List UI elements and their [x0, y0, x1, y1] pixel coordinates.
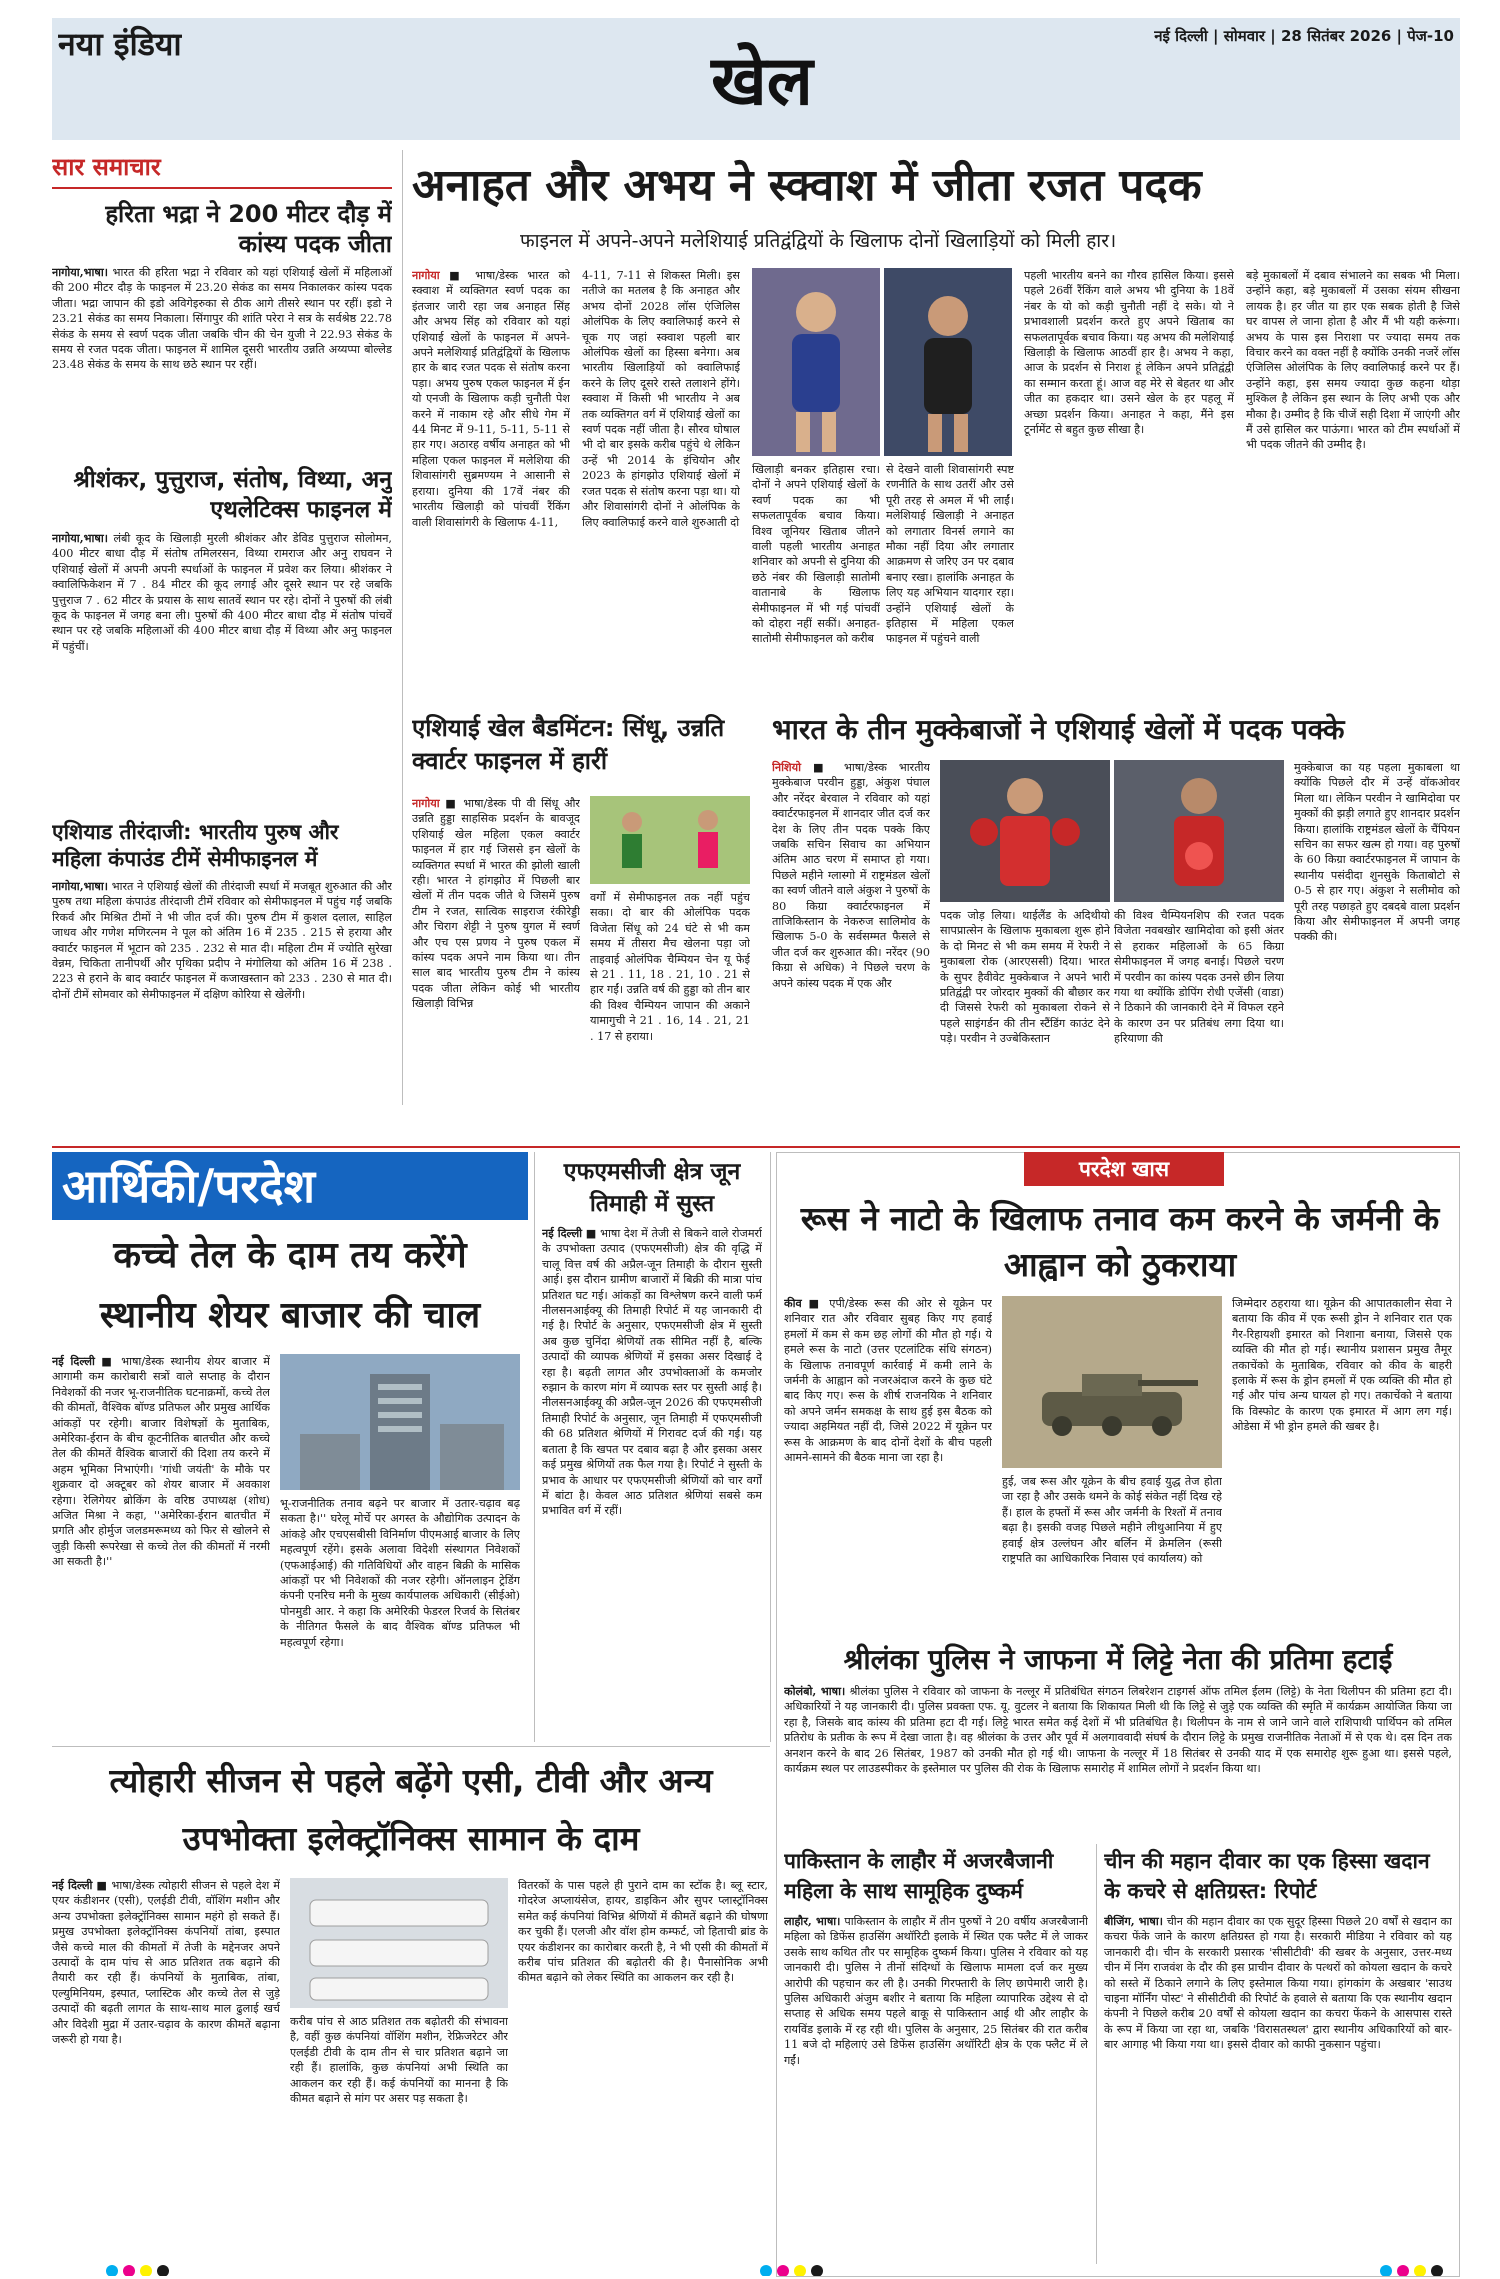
brief-item [52, 465, 392, 811]
tank-icon [1002, 1296, 1222, 1468]
cyan-dot [760, 2265, 772, 2276]
pakistan-headline: पाकिस्तान के लाहौर में अजरबैजानी महिला के साथ सामूहिक दुष्कर्म [784, 1849, 1054, 1903]
black-dot [157, 2265, 169, 2276]
badminton-photo [590, 796, 750, 884]
brief-body: नागोया,भाषा। भारत की हरिता भद्रा ने रविवार को यहां एशियाई खेलों में महिलाओं की 200 मीटर दौड़ के फाइनल में 23.20 सेकंड का समय निकालकर कांस्य पदक जीता। भद्रा जापान की इडो अविगेइरुका से ठीक आगे तीसरे स्थान पर रहीं। इडो ने 23.21 सेकंड का समय निकाला। सिंगापुर की शांति परेरा ने सत्र के सर्वश्रेष्ठ 22.78 सेकंड के समय से स्वर्ण पदक जीता जबकि चीन की चेन युजी ने 22.93 सेकंड के समय से रजत पदक जीता। फाइनल में शामिल दूसरी भारतीय उन्नति अय्यप्पा बोल्लेड 23.48 सेकंड के समय के साथ छठे स्थान पर रहीं। [52, 265, 392, 372]
oil-col-2: भू-राजनीतिक तनाव बढ़ने पर बाजार में उतार-चढ़ाव बढ़ सकता है।'' घरेलू मोर्चे पर अगस्त के औद्योगिक उत्पादन के आंकड़े और एचएसबीसी विनिर्माण पीएमआई बाजार के लिए महत्वपूर्ण रहेंगे। इसके अलावा विदेशी संस्थागत निवेशकों (एफआईआई) की गतिविधियों और वाहन बिक्री के मासिक आंकड़ों पर भी निवेशकों की नजर रहेगी। ऑनलाइन ट्रेडिंग कंपनी एनरिच मनी के मुख्य कार्यपालक अधिकारी (सीईओ) पोनमुडी आर. ने कहा कि अमेरिकी फेडरल रिजर्व के सितंबर के नीतिगत फैसले के बाद वैश्विक बॉण्ड प्रतिफल भी महत्वपूर्ण रहेगा। [280, 1497, 520, 1649]
boxing-col-1: निशियो ■ भाषा/डेस्क भारतीय मुक्केबाज परवीन हुड्डा, अंकुश पंघाल और नरेंदर बेरवाल ने रविवार को यहां क्वार्टरफाइनल में शानदार जीत दर्ज कर देश के लिए तीन पदक पक्के किए जबकि सचिन सिवाच का अभियान अंतिम आठ चरण में समाप्त हो गया। पिछले महीने ग्लास्गो में राष्ट्रमंडल खेलों का स्वर्ण जीतने वाले अंकुश ने पुरुषों के 80 किग्रा क्वार्टरफाइनल में ताजिकिस्तान के नेकरुज सालिमोव के खिलाफ 5-0 के सर्वसम्मत फैसले से जीत दर्ज कर शुरुआत की। नरेंदर (90 किग्रा से अधिक) ने पिछले चरण के अपने कांस्य पदक में एक और [772, 760, 930, 990]
war-photo [1002, 1296, 1222, 1468]
black-dot [811, 2265, 823, 2276]
air-conditioner-icon [290, 1878, 508, 2008]
lanka-headline: श्रीलंका पुलिस ने जाफना में लिट्टे नेता की प्रतिमा हटाई [843, 1643, 1393, 1676]
lead-col-5: पहली भारतीय बनने का गौरव हासिल किया। इससे पहले 26वीं रैंकिंग वाले अभय भी दुनिया के 18वें नंबर के यो को कड़ी चुनौती नहीं दे सके। यो ने प्रभावशाली प्रदर्शन करते हुए अपने खिताब का सफलतापूर्वक बचाव किया। यह अभय की मलेशियाई खिलाड़ी के खिलाफ आठवीं हार है। अभय ने कहा, आज के प्रदर्शन से निराश हूं लेकिन अपने प्रतिद्वंद्वी का सम्मान करता हूं। आज वह मेरे से बेहतर था और जीत का हकदार था। उसने खेल के हर पहलू में अच्छा प्रदर्शन किया। अनाहत ने कहा, मैंने इस टूर्नामेंट से बहुत कुछ सीखा है। [1024, 269, 1234, 437]
badminton-headline: एशियाई खेल बैडमिंटन: सिंधू, उन्नति क्वार्टर फाइनल में हारीं [412, 714, 725, 775]
player-silhouette-icon [884, 268, 1012, 456]
brief-title: सार समाचार [52, 150, 392, 189]
abroad-label: परदेश खास [1024, 1152, 1224, 1186]
lead-col-2: 4-11, 7-11 से शिकस्त मिली। इस नतीजे का मतलब है कि अनाहत और अभय दोनों 2028 लॉस एंजिलिस ओलंपिक के लिए क्वालिफाई करने से चूक गए जहां स्क्वाश पहली बार ओलंपिक खेलों का हिस्सा बनेगा। अब भारतीय खिलाड़ियों को क्वालिफाई करने के लिए दूसरे रास्ते तलाशने होंगे। स्क्वाश में किसी भी भारतीय ने अब तक व्यक्तिगत वर्ग में एशियाई खेलों का स्वर्ण पदक नहीं जीता है। सौरव घोषाल भी दो बार इसके करीब पहुंचे थे लेकिन उन्हें भी 2014 के इंचियोन और 2023 के हांगझोउ एशियाई खेलों में रजत पदक से संतोष करना पड़ा था। यो और शिवासांगरी दोनों ने ओलंपिक के लिए क्वालिफाई करने वाले शुरुआती दो [582, 269, 740, 529]
yellow-dot [794, 2265, 806, 2276]
electronics-col-1: नई दिल्ली ■ भाषा/डेस्क त्योहारी सीजन से पहले देश में एयर कंडीशनर (एसी), एलईडी टीवी, वॉशिंग मशीन और अन्य उपभोक्ता इलेक्ट्रॉनिक्स सामान महंगे हो सकते हैं। प्रमुख उपभोक्ता इलेक्ट्रॉनिक्स कंपनियों तांबा, इस्पात जैसे कच्चे माल की कीमतों में तेजी के मद्देनजर अपने उत्पादों के दाम पांच से आठ प्रतिशत तक बढ़ाने की तैयारी कर रही हैं। कंपनियों के मुताबिक, तांबा, एल्युमिनियम, इस्पात, प्लास्टिक और कच्चे तेल से जुड़े उत्पादों की बढ़ती लागत के साथ-साथ माल ढुलाई खर्च और विदेशी मुद्रा में उतार-चढ़ाव के कारण कीमतें बढ़ाना जरूरी हो गया है। [52, 1878, 280, 2047]
cyan-dot [1380, 2265, 1392, 2276]
lead-col-3: खिलाड़ी बनकर इतिहास रचा। दोनों ने अपने एशियाई खेलों के स्वर्ण पदक का भी सफलतापूर्वक बचाव किया। विश्व जूनियर खिताब जीतने वाली पहली भारतीय अनाहत शनिवार को अपनी से दुनिया की छठे नंबर की खिलाड़ी सातोमी वातानाबे के खिलाफ सेमीफाइनल में भी गई पांचवीं को दोहरा नहीं सकीं। अनाहत-सातोमी सेमीफाइनल को करीब [752, 463, 880, 646]
boxing-headline: भारत के तीन मुक्केबाजों ने एशियाई खेलों में पदक पक्के [772, 713, 1345, 746]
boxer-photo-2 [1114, 760, 1284, 902]
squash-photo-player-2 [884, 268, 1012, 456]
nato-col-3: जिम्मेदार ठहराया था। यूक्रेन की आपातकालीन सेवा ने बताया कि कीव में एक रूसी ड्रोन ने शनिवार रात एक गैर-रिहायशी इमारत को निशाना बनाया, जिससे एक व्यक्ति की मौत हो गई। स्थानीय प्रशासन प्रमुख तैमूर तकाचेंको के मुताबिक, रविवार को कीव के बाहरी इलाके में रूस के ड्रोन हमलों में एक व्यक्ति की मौत हो गई और पांच अन्य घायल हो गए। तकाचेंको ने बताया कि विस्फोट के कारण एक इमारत में आग लग गई। ओडेसा में भी ड्रोन हमले की खबर है। [1232, 1297, 1452, 1434]
appliance-photo [290, 1878, 508, 2008]
registration-marks [1380, 2262, 1470, 2276]
brief-item [52, 819, 392, 1105]
boxer-icon [1114, 760, 1284, 902]
section-divider [52, 1146, 1460, 1148]
yellow-dot [1414, 2265, 1426, 2276]
dateline-strip: नई दिल्ली | सोमवार | 28 सितंबर 2026 | पेज-10 [1154, 27, 1454, 45]
registration-marks [760, 2262, 880, 2276]
china-headline: चीन की महान दीवार का एक हिस्सा खदान के कचरे से क्षतिग्रस्त: रिपोर्ट [1104, 1849, 1430, 1903]
fmcg-body: नई दिल्ली ■ भाषा देश में तेजी से बिकने वाले रोजमर्रा के उपभोक्ता उत्पाद (एफएमसीजी) क्षेत्र की वृद्धि में चालू वित्त वर्ष की अप्रैल-जून तिमाही के दौरान सुस्ती आई। इस दौरान ग्रामीण बाजारों में बिक्री की मात्रा पांच प्रतिशत घट गई। आंकड़ों का विश्लेषण करने वाली फर्म नीलसनआईक्यू की तिमाही रिपोर्ट में यह जानकारी दी गई है। रिपोर्ट के अनुसार, एफएमसीजी क्षेत्र में सुस्ती अब कुछ चुनिंदा श्रेणियों तक सीमित नहीं है, बल्कि उत्पादों की व्यापक श्रेणियों में इसका असर दिखाई दे रहा है। बढ़ती लागत और उपभोक्ताओं के कमजोर रुझान के कारण मांग में व्यापक स्तर पर सुस्ती आई है। नीलसनआईक्यू की अप्रैल-जून 2026 की एफएमसीजी तिमाही रिपोर्ट के अनुसार, जून तिमाही में एफएमसीजी की 68 प्रतिशत श्रेणियों में गिरावट दर्ज की गई। यह बताता है कि खपत पर दबाव बढ़ा है और इसका असर कई प्रमुख श्रेणियों तक फैल गया है। रिपोर्ट ने सुस्ती के प्रभाव के आधार पर एफएमसीजी श्रेणियों को चार वर्गों में बांटा है। केवल आठ प्रतिशत श्रेणियां सबसे कम प्रभावित वर्ग में रहीं। [542, 1226, 762, 1518]
boxer-icon [940, 760, 1110, 902]
boxing-col-2: पदक जोड़ लिया। थाईलैंड के अदिथीयो सापप्रात्सेन के खिलाफ मुकाबला शुरू होने के दो मिनट से भी कम समय में रेफरी ने मुकाबला रोक (आरएससी) दिया। भारत के सुपर हैवीवेट मुक्केबाज ने अपने भारी प्रतिद्वंद्वी पर जोरदार मुक्कों की बौछार कर दी जिससे रेफरी को मुकाबला रोकने से पहले साइंगर्डन की तीन स्टैंडिंग काउंट देने पड़े। परवीन ने उज्बेकिस्तान [940, 909, 1110, 1046]
lead-col-1: नागोया ■ भाषा/डेस्क भारत को स्क्वाश में व्यक्तिगत स्वर्ण पदक का इंतजार जारी रहा जब अनाहत सिंह और अभय सिंह को रविवार को यहां एशियाई खेलों के फाइनल में अपने-अपने मलेशियाई प्रतिद्वंद्वियों के खिलाफ हार के बाद रजत पदक से संतोष करना पड़ा। अभय पुरुष एकल फाइनल में ईन यो एनजी के खिलाफ कड़ी चुनौती पेश करने में नाकाम रहे और सीधे गेम में 44 मिनट में 9-11, 5-11, 5-11 से हार गए। अठारह वर्षीय अनाहत को भी महिला एकल फाइनल में मलेशिया की शिवासांगरी सुब्रमण्यम ने आसानी से हराया। दुनिया की 17वें नंबर की भारतीय खिलाड़ी को पांचवीं रैंकिंग वाली शिवासांगरी के खिलाफ 4-11, [412, 268, 570, 529]
brief-column [52, 150, 392, 1105]
china-body: बीजिंग, भाषा। चीन की महान दीवार का एक सुदूर हिस्सा पिछले 20 वर्षों से खदान का कचरा फेंके जाने के कारण क्षतिग्रस्त हो गया है। सरकारी मीडिया ने रविवार को यह जानकारी दी। चीन के सरकारी प्रसारक 'सीसीटीवी' की खबर के अनुसार, उत्तर-मध्य चीन में निंग राजवंश के दौर की इस प्राचीन दीवार के पत्थरों को कोयला खदान के कचरे को सस्ते में ठिकाने लगाने के लिए इस्तेमाल किया गया। हांगकांग के अखबार 'साउथ चाइना मॉर्निंग पोस्ट' ने सीसीटीवी की रिपोर्ट के हवाले से बताया कि एक स्थानीय खदान कंपनी ने पिछले करीब 20 वर्षों से कोयला खदान का कचरा फेंकने के आसपास रास्ते के रूप में किया जा रहा था, जबकि 'विरासतस्थल' द्वारा स्थानीय अधिकारियों को बार-बार आगाह भी किया गया था। इससे दीवार को काफी नुकसान पहुंचा। [1104, 1914, 1452, 2052]
magenta-dot [123, 2265, 135, 2276]
brief-headline: श्रीशंकर, पुत्तुराज, संतोष, विथ्या, अनु एथलेटिक्स फाइनल में [73, 467, 392, 523]
brief-body: नागोया,भाषा। भारत ने एशियाई खेलों की तीरंदाजी स्पर्धा में मजबूत शुरुआत की और पुरुष तथा महिला कंपाउंड तीरंदाजी टीमें रविवार को सेमीफाइनल में पहुंच गईं जबकि रिकर्व और मिश्रित टीमों ने भी जीत दर्ज की। पुरुष टीम में कुशल दलाल, साहिल जाधव और गणेश मणिरत्नम ने पूल को अंतिम 16 में 235 . 215 से हराया और क्वार्टर फाइनल में भूटान को 235 . 232 से मात दी। महिला टीम में ज्योति सुरेखा वेन्नम, चिकिता तानीपर्थी और पृथिका प्रदीप ने मंगोलिया को अंतिम 16 में 238 . 223 से हराने के बाद क्वार्टर फाइनल में कजाखस्तान को 233 . 230 से मात दी। दोनों टीमें सोमवार को सेमीफाइनल में दक्षिण कोरिया से खेलेंगी। [52, 879, 392, 1001]
nato-col-1: कीव ■ एपी/डेस्क रूस की ओर से यूक्रेन पर शनिवार रात और रविवार सुबह किए गए हवाई हमलों में कम से कम छह लोगों की मौत हो गई। ये हमले रूस के नाटो (उत्तर एटलांटिक संधि संगठन) के खिलाफ तनावपूर्ण कार्रवाई में कमी लाने के जर्मनी के आह्वान को नजरअंदाज करने के कुछ घंटे बाद किए गए। रूस के शीर्ष राजनयिक ने शनिवार को अपने जर्मन समकक्ष के साथ हुई इस बैठक को ज्यादा अहमियत नहीं दी, जिसे 2022 में यूक्रेन पर रूस के आक्रमण के बाद दोनों देशों के बीच पहली आमने-सामने की बैठक माना जा रहा है। [784, 1296, 992, 1465]
oil-headline: कच्चे तेल के दाम तय करेंगे स्थानीय शेयर बाजार की चाल [99, 1235, 481, 1336]
business-banner: आर्थिकी/परदेश [52, 1152, 528, 1220]
badminton-col-2: वर्गों में सेमीफाइनल तक नहीं पहुंच सका। दो बार की ओलंपिक पदक विजेता सिंधू को 24 घंटे से भी कम समय में तीसरा मैच खेलना पड़ा जो ताइवाई ओलंपिक चैम्पियन चेन यू फेई से 21 . 11, 18 . 21, 10 . 21 से हार गईं। उन्नति वर्ष की हुड्डा को तीन बार की विश्व चैम्पियन जापान की अकाने यामागुची ने 21 . 16, 14 . 21, 21 . 17 से हराया। [590, 891, 750, 1043]
lead-col-6: बड़े मुकाबलों में दबाव संभालने का सबक भी मिला। उन्होंने कहा, बड़े मुकाबलों में उसका संयम सीखना लायक है। हर जीत या हार एक सबक होती है जिसे घर वापस ले जाना होता है और मैं भी यही करूंगा। अभय के पास इस निराशा पर ज्यादा समय तक विचार करने का वक्त नहीं है क्योंकि उनकी नजरें लॉस एंजिलिस ओलंपिक के लिए क्वालिफाई करने पर हैं। उन्होंने कहा, इस समय ज्यादा कुछ कहना थोड़ा मुश्किल है लेकिन इस स्थान के लिए अभी एक और मौका है। उम्मीद है कि चीजें सही दिशा में जाएंगी और मैं उसे हासिल कर पाऊंगा। भारत को टीम स्पर्धाओं में भी पदक जीतने की उम्मीद है। [1246, 269, 1460, 452]
section-title: खेल [711, 42, 813, 121]
lead-subhead: फाइनल में अपने-अपने मलेशियाई प्रतिद्वंद्वियों के खिलाफ दोनों खिलाड़ियों को मिली हार। [520, 230, 1117, 252]
boxing-col-4: मुक्केबाज का यह पहला मुकाबला था क्योंकि पिछले दौर में उन्हें वॉकओवर मिला था। लेकिन परवीन ने खामिदोवा पर मुक्कों की झड़ी लगाते हुए शानदार प्रदर्शन किया। हालांकि राष्ट्रमंडल खेलों के चैंपियन सचिन का सफर खत्म हो गया। वह पुरुषों के 60 किग्रा क्वार्टरफाइनल में जापान के स्थानीय पसंदीदा शुनसुके किताबोटो से 0-5 से हार गए। अंकुश ने सलीमोव को पूरी तरह पछाड़ते हुए दबदबे वाला प्रदर्शन किया और सेमीफाइनल में अपनी जगह पक्की की। [1294, 761, 1460, 944]
paper-name: नया इंडिया [58, 25, 182, 63]
black-dot [1431, 2265, 1443, 2276]
player-silhouette-icon [752, 268, 880, 456]
brief-item [52, 199, 392, 455]
brief-body: नागोया,भाषा। लंबी कूद के खिलाड़ी मुरली श्रीशंकर और डेविड पुत्तुराज सोलोमन, 400 मीटर बाधा दौड़ में संतोष तमिलरसन, विथ्या रामराज और अनु राघवन ने एशियाई खेलों में अपनी अपनी स्पर्धाओं के फाइनल में प्रवेश कर लिया। श्रीशंकर ने क्वालिफिकेशन में 7 . 84 मीटर की कूद लगाई और दूसरे स्थान पर रहे जबकि पुत्तुराज 7 . 62 मीटर के प्रयास के साथ सातवें स्थान पर रहे। दोनों ने पुरुषों की लंबी कूद के फाइनल में जगह बना ली। पुरुषों की 400 मीटर बाधा दौड़ में संतोष पांचवें स्थान पर रहे जबकि महिलाओं की 400 मीटर बाधा दौड़ में विथ्या और अनु फाइनल में पहुंचीं। [52, 531, 392, 653]
building-icon [280, 1354, 520, 1490]
electronics-headline: त्योहारी सीजन से पहले बढ़ेंगे एसी, टीवी और अन्य उपभोक्ता इलेक्ट्रॉनिक्स सामान के दाम [109, 1761, 713, 1858]
boxing-col-3: की विश्व चैम्पियनशिप की रजत पदक विजेता नवबखोर खामिदोवा को इसी अंतर से हराकर महिलाओं के 65 किग्रा सेमीफाइनल में जगह बनाई। पिछले चरण में परवीन का कांस्य पदक उनसे छीन लिया गया था क्योंकि डोपिंग रोधी एजेंसी (वाडा) ने ठिकाने की जानकारी देने में विफल रहने के कारण उन पर प्रतिबंध लगा दिया था। हरियाणा की [1114, 909, 1284, 1046]
oil-col-1: नई दिल्ली ■ भाषा/डेस्क स्थानीय शेयर बाजार में आगामी कम कारोबारी सत्रों वाले सप्ताह के दौरान निवेशकों की नजर भू-राजनीतिक घटनाक्रमों, कच्चे तेल की कीमतों, वैश्विक बॉण्ड प्रतिफल और प्रमुख आर्थिक आंकड़ों पर रहेगी। बाजार विशेषज्ञों के मुताबिक, अमेरिका-ईरान के बीच कूटनीतिक बातचीत और कच्चे तेल की कीमतें वैश्विक बाजारों की दिशा तय करने में अहम भूमिका निभाएंगी। 'गांधी जयंती' के मौके पर शुक्रवार दो अक्टूबर को शेयर बाजार में अवकाश रहेगा। रेलिगेयर ब्रोकिंग के वरिष्ठ उपाध्यक्ष (शोध) अजित मिश्रा ने कहा, ''अमेरिका-ईरान बातचीत में प्रगति और होर्मुज जलडमरूमध्य को फिर से खोलने से जुड़ी किसी रूपरेखा से कच्चे तेल की कीमतों में नरमी आ सकती है।'' [52, 1354, 270, 1569]
masthead [52, 18, 1460, 140]
lanka-body: कोलंबो, भाषा। श्रीलंका पुलिस ने रविवार को जाफना के नल्लूर में प्रतिबंधित संगठन लिबरेशन टाइगर्स ऑफ तमिल ईलम (लिट्टे) के नेता थिलीपन की प्रतिमा हटा दी। अधिकारियों ने यह जानकारी दी। पुलिस प्रवक्ता एफ. यू. वुटलर ने बताया कि शिकायत मिली थी कि लिट्टे से जुड़े एक व्यक्ति की स्मृति में कार्यक्रम आयोजित किया जा रहा है, जिसके बाद कांस्य की प्रतिमा हटा दी गई। लिट्टे भारत समेत कई देशों में भी प्रतिबंधित है। थिलीपन के नाम से जाने जाने वाले राशिपाथी पार्थिपन को तमिल प्रतिरोध के प्रतीक के रूप में देखा जाता है। वह श्रीलंका के उत्तर और पूर्व में अलगाववादी संघर्ष के दौरान लिट्टे के प्रमुख राजनीतिक नेताओं में से एक थे। दस दिन तक अनशन करने के बाद 26 सितंबर, 1987 को उनकी मौत हो गई थी। जाफना के नल्लूर में 18 सितंबर से उनकी याद में एक समारोह शुरू हुआ था। इससे पहले, कार्यक्रम स्थल पर लाउडस्पीकर के इस्तेमाल पर पुलिस की रोक के खिलाफ समारोह में शामिल लोगों ने प्रदर्शन किया था। [784, 1684, 1452, 1776]
brief-headline: हरिता भद्रा ने 200 मीटर दौड़ में कांस्य पदक जीता [105, 200, 392, 258]
magenta-dot [1397, 2265, 1409, 2276]
nato-col-2: हुई, जब रूस और यूक्रेन के बीच हवाई युद्ध तेज होता जा रहा है और उसके थमने के कोई संकेत नहीं दिख रहे हैं। हाल के हफ्तों में रूस और जर्मनी के रिश्तों में तनाव बढ़ा है। इसकी वजह पिछले महीने लीथुआनिया में हुए हवाई क्षेत्र उल्लंघन और बर्लिन में क्रेमलिन (रूसी राष्ट्रपति का आधिकारिक निवास एवं कार्यालय) को [1002, 1475, 1222, 1566]
magenta-dot [777, 2265, 789, 2276]
registration-marks [106, 2262, 226, 2276]
yellow-dot [140, 2265, 152, 2276]
electronics-col-3: वितरकों के पास पहले ही पुराने दाम का स्टॉक है। ब्लू स्टार, गोदरेज अप्लायंसेज, हायर, डाइकिन और सुपर प्लास्ट्रॉनिक्स समेत कई कंपनियां विभिन्न श्रेणियों में कीमतें बढ़ाने की घोषणा कर चुकी हैं। एलजी और वॉश होम कम्फर्ट, जो हिताची ब्रांड के एयर कंडीशनर का कारोबार करती है, ने भी एसी की कीमतों में करीब पांच प्रतिशत की बढ़ोतरी की है। पैनासोनिक अभी कीमत बढ़ाने को लेकर स्थिति का आकलन कर रही है। [518, 1879, 768, 1985]
lead-col-4: से देखने वाली शिवासांगरी स्पष्ट रणनीति के साथ उतरीं और उसे पूरी तरह से अमल में भी लाईं। मलेशियाई खिलाड़ी ने अनाहत को लगातार विनर्स लगाने का मौका नहीं दिया और लगातार आक्रमण से जरिए उन पर दबाव बनाए रखा। हालांकि अनाहत के लिए यह अभियान यादगार रहा। उन्होंने एशियाई खेलों के इतिहास में महिला एकल फाइनल में पहुंचने वाली [886, 463, 1014, 646]
squash-photo-player-1 [752, 268, 880, 456]
pakistan-body: लाहौर, भाषा। पाकिस्तान के लाहौर में तीन पुरुषों ने 20 वर्षीय अजरबैजानी महिला को डिफेंस हाउसिंग अथॉरिटी इलाके में स्थित एक फ्लैट में ले जाकर उसके साथ कथित तौर पर सामूहिक दुष्कर्म किया। पुलिस ने रविवार को यह जानकारी दी। पुलिस ने तीनों संदिग्धों के खिलाफ मामला दर्ज कर मुख्य आरोपी की पहचान कर ली है। उनकी गिरफ्तारी के लिए छापेमारी जारी है। पुलिस अधिकारी अंजुम बशीर ने बताया कि महिला व्यापारिक उद्देश्य से दो सप्ताह से अधिक समय पहले बाकू से पाकिस्तान आई थी और लाहौर के रायविंड इलाके में रह रही थी। पुलिस के अनुसार, 25 सितंबर की रात करीब 11 बजे दो महिलाएं उसे डिफेंस हाउसिंग अथॉरिटी क्षेत्र के एक फ्लैट में ले गईं। [784, 1914, 1088, 2067]
nato-headline: रूस ने नाटो के खिलाफ तनाव कम करने के जर्मनी के आह्वान को ठुकराया [800, 1199, 1440, 1284]
fmcg-headline: एफएमसीजी क्षेत्र जून तिमाही में सुस्त [563, 1159, 741, 1217]
column-divider [534, 1152, 535, 1742]
cyan-dot [106, 2265, 118, 2276]
lead-headline: अनाहत और अभय ने स्क्वाश में जीता रजत पदक [412, 160, 1202, 211]
badminton-col-1: नागोया ■ भाषा/डेस्क पी वी सिंधू और उन्नति हुड्डा साहसिक प्रदर्शन के बावजूद एशियाई खेल महिला एकल क्वार्टर फाइनल में हार गई जिससे इन खेलों के व्यक्तिगत स्पर्धा में भारत की झोली खाली रही। भारत ने हांगझोउ में पिछली बार खेलों में तीन पदक जीते थे जिसमें पुरुष टीम ने रजत, सात्विक साइराज रंकीरेड्डी और चिराग शेट्टी ने पुरुष युगल में स्वर्ण और एच एस प्रणय ने पुरुष एकल में कांस्य पदक अपने नाम किया था। तीन साल बाद भारतीय पुरुष टीम ने कांस्य पदक जीता लेकिन कोई भी भारतीय खिलाड़ी विभिन्न [412, 796, 580, 1011]
section-divider [52, 1746, 770, 1747]
boxer-photo-1 [940, 760, 1110, 902]
electronics-col-2: करीब पांच से आठ प्रतिशत तक बढ़ोतरी की संभावना है, वहीं कुछ कंपनियां वॉशिंग मशीन, रेफ्रिजरेटर और एलईडी टीवी के दाम तीन से चार प्रतिशत बढ़ाने जा रही हैं। हालांकि, कुछ कंपनियां अभी स्थिति का आकलन कर रही हैं। कई कंपनियों का मानना है कि कीमत बढ़ाने से मांग पर असर पड़ सकता है। [290, 2015, 508, 2106]
badminton-player-icon [590, 796, 750, 884]
column-divider [770, 1152, 771, 1742]
column-divider [1096, 1844, 1097, 2264]
brief-headline: एशियाड तीरंदाजी: भारतीय पुरुष और महिला कंपाउंड टीमें सेमीफाइनल में [52, 820, 339, 871]
column-divider [402, 150, 403, 1105]
stock-exchange-photo [280, 1354, 520, 1490]
